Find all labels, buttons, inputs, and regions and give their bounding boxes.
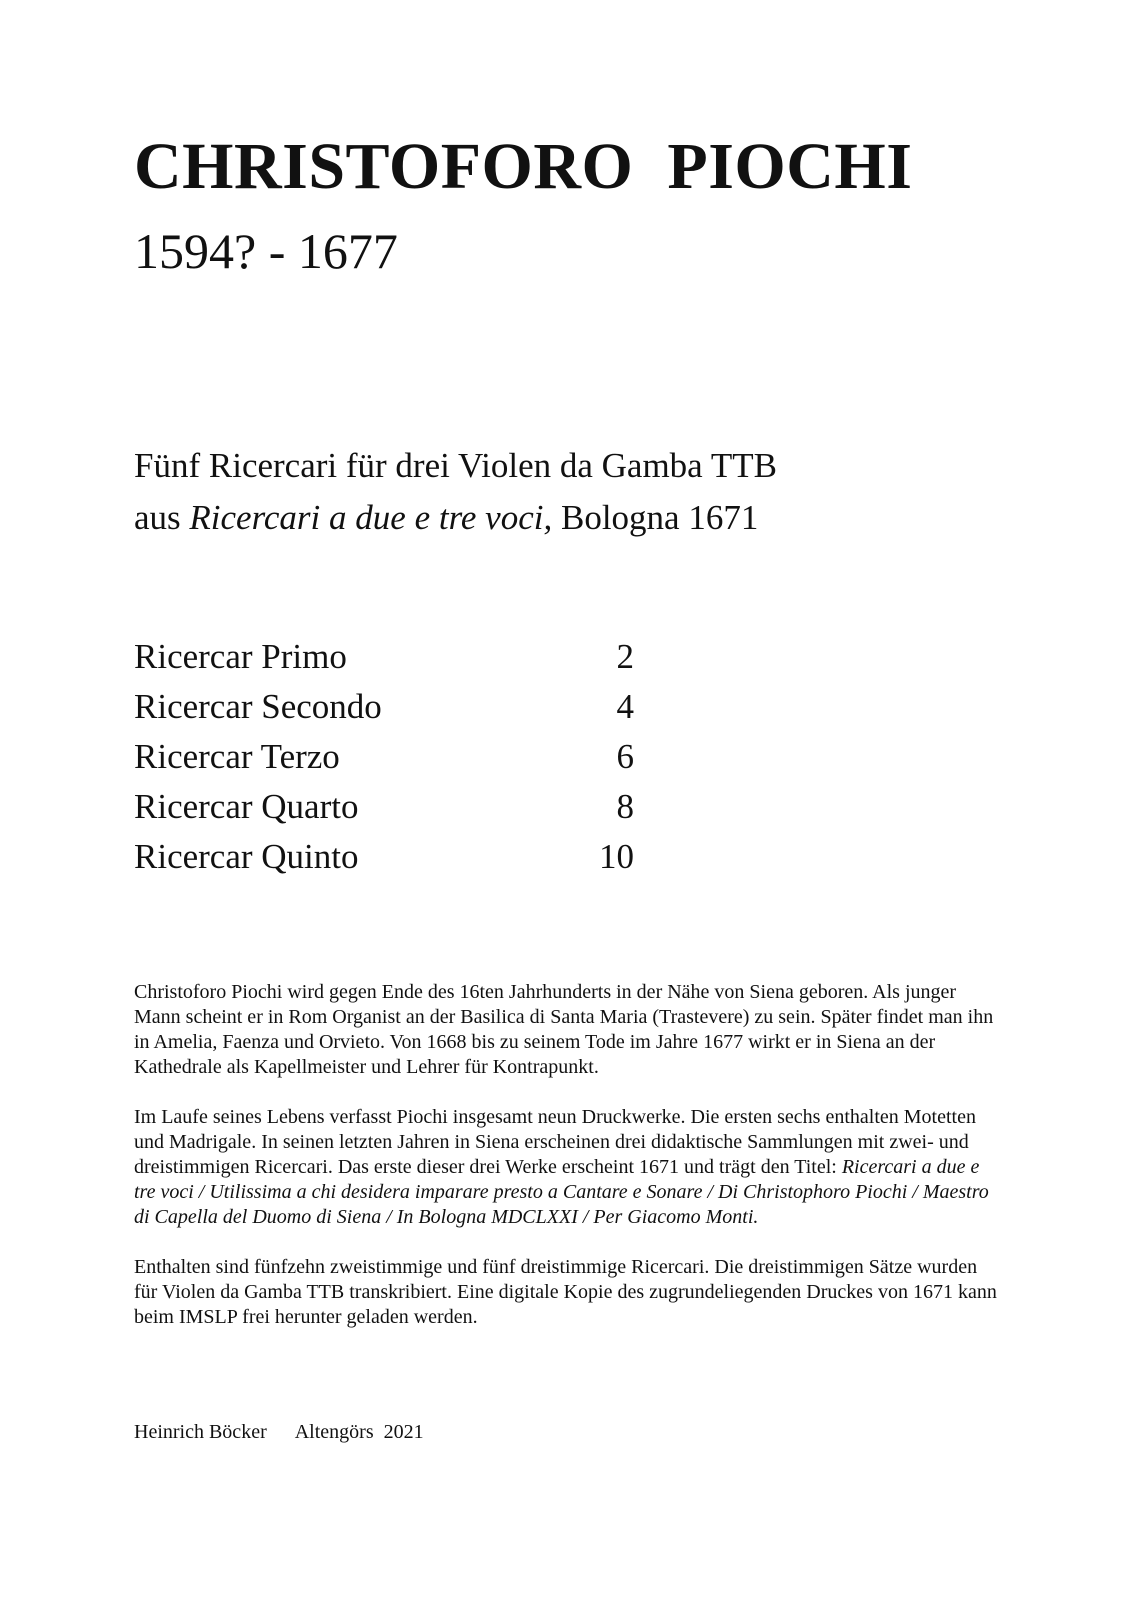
toc-entry (134, 832, 634, 882)
toc-page-number: 2 (616, 637, 634, 676)
biography-text (134, 980, 1004, 1355)
toc-entry (134, 632, 634, 682)
subtitle-prefix: aus (134, 498, 190, 537)
original-title-citation: Ricercari a due e tre voci / Utilissima a chi desidera imparare presto a Cantare e Sonare / Di Christophoro Piochi / Maestro di Capella del Duomo di Siena / In Bologna MDCLXXI / Per Giacomo Monti. (134, 1156, 989, 1228)
editor-name: Heinrich Böcker (134, 1421, 267, 1443)
paragraph-biography: Christoforo Piochi wird gegen Ende des 16ten Jahrhunderts in der Nähe von Siena geboren. Als junger Mann scheint er in Rom Organist an der Basilica di Santa Maria (Trastevere) zu sein. Später findet man ihn in Amelia, Faenza und Orvieto. Von 1668 bis zu seinem Tode im Jahre 1677 wirkt er in Siena an der Kathedrale als Kapellmeister und Lehrer für Kontrapunkt. (134, 981, 994, 1078)
toc-entry (134, 682, 634, 732)
place-and-year: Altengörs 2021 (294, 1421, 424, 1443)
paragraph-works (134, 1105, 1004, 1230)
toc-title: Ricercar Terzo (134, 737, 340, 776)
toc-entry (134, 732, 634, 782)
composer-name: CHRISTOFORO PIOCHI (134, 130, 913, 203)
subtitle-suffix: Bologna 1671 (552, 498, 759, 537)
subtitle-line-1: Fünf Ricercari für drei Violen da Gamba TTB (134, 446, 777, 485)
signature-line (134, 1420, 424, 1445)
toc-page-number: 4 (616, 687, 634, 726)
toc-title: Ricercar Secondo (134, 687, 382, 726)
paragraph-edition: Enthalten sind fünfzehn zweistimmige und fünf dreistimmige Ricercari. Die dreistimmigen Sätze wurden für Violen da Gamba TTB transkribiert. Eine digitale Kopie des zugrundeliegenden Druckes von 1671 kann beim IMSLP frei herunter geladen werden. (134, 1256, 997, 1328)
source-title: Ricercari a due e tre voci, (189, 498, 553, 537)
table-of-contents (134, 632, 634, 882)
toc-title: Ricercar Quarto (134, 787, 359, 826)
toc-page-number: 8 (616, 787, 634, 826)
composer-dates: 1594? - 1677 (134, 223, 398, 279)
toc-title: Ricercar Quinto (134, 837, 359, 876)
subtitle-line-2 (134, 492, 777, 544)
paragraph-works-text: Im Laufe seines Lebens verfasst Piochi insgesamt neun Druckwerke. Die ersten sechs enthalten Motetten und Madrigale. In seinen letzten Jahren in Siena erscheinen drei didaktische Sammlungen mit zwei- und dreistimmigen Ricercari. Das erste dieser drei Werke erscheint 1671 und trägt den Titel: (134, 1106, 976, 1178)
toc-entry (134, 782, 634, 832)
toc-page-number: 10 (599, 837, 634, 876)
work-subtitle (134, 440, 777, 544)
toc-title: Ricercar Primo (134, 637, 347, 676)
toc-page-number: 6 (616, 737, 634, 776)
